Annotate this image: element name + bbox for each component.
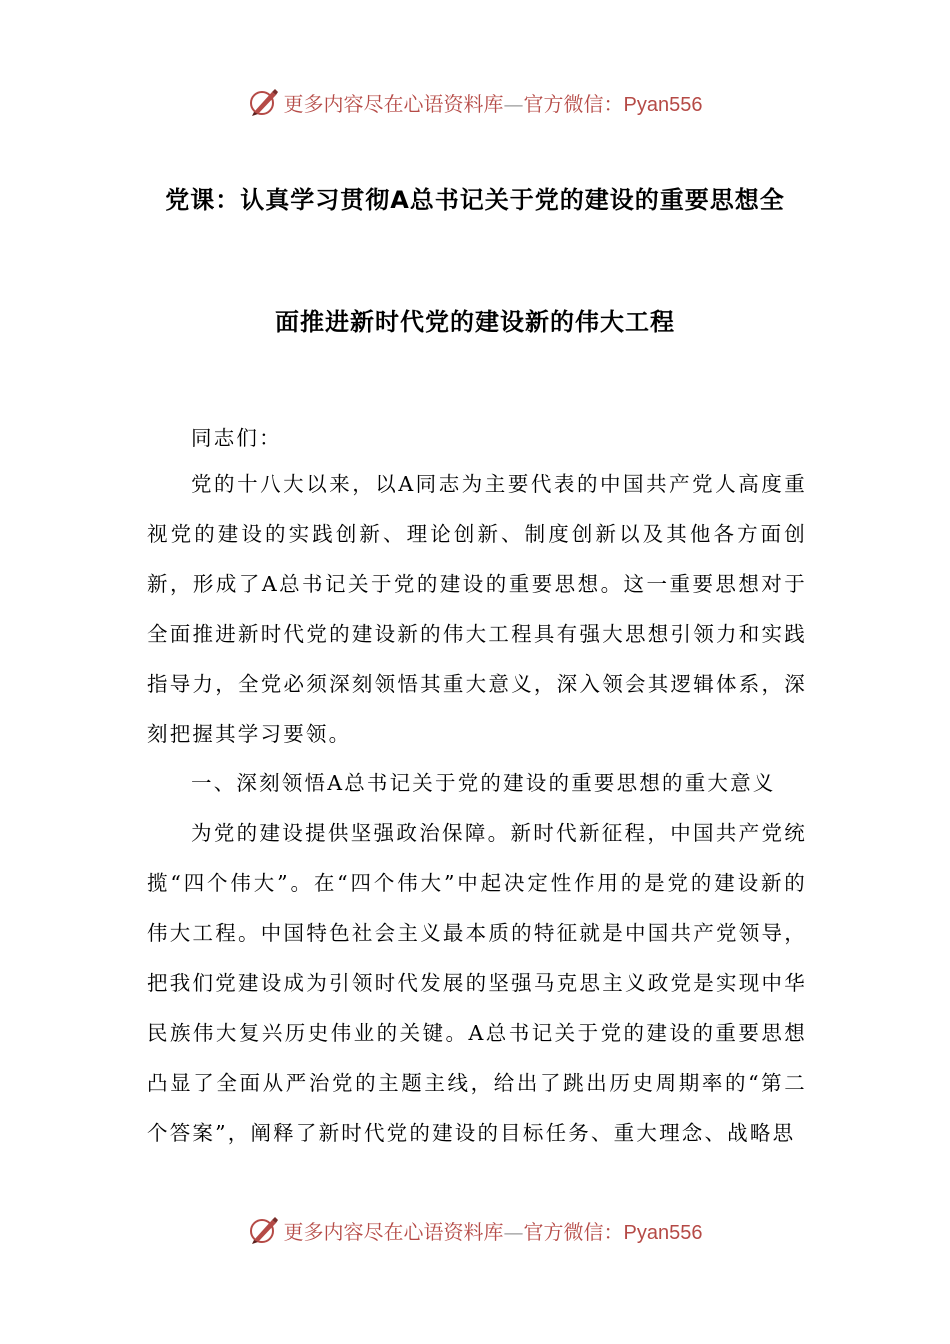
watermark-text: [284, 1216, 703, 1245]
watermark-brand: 更多内容尽在心语资料库: [283, 91, 504, 116]
pen-logo-icon: [248, 86, 280, 118]
watermark-banner-bottom: [0, 1210, 950, 1250]
watermark-dash: —: [503, 91, 524, 116]
watermark-official: 官方微信：: [523, 91, 624, 116]
watermark-brand: 更多内容尽在心语资料库: [283, 1219, 504, 1244]
section-1-heading: 一、深刻领悟A总书记关于党的建设的重要思想的重大意义: [191, 771, 776, 795]
watermark-dash: —: [503, 1219, 524, 1244]
paragraph-1: 党的十八大以来，以A同志为主要代表的中国共产党人高度重视党的建设的实践创新、理论创新、制度创新以及其他各方面创新，形成了A总书记关于党的建设的重要思想。这一重要思想对于全面推进新时代党的建设新的伟大工程具有强大思想引领力和实践指导力，全党必须深刻领悟其重大意义，深入领会其逻辑体系，深刻把握其学习要领。: [147, 472, 807, 746]
greeting: 同志们：: [191, 426, 282, 450]
watermark-banner-top: [0, 82, 950, 122]
pen-logo-icon: [248, 1214, 280, 1246]
document-title-line-1: 党课：认真学习贯彻A总书记关于党的建设的重要思想全: [165, 186, 785, 214]
paragraph-2: 为党的建设提供坚强政治保障。新时代新征程，中国共产党统揽“四个伟大”。在“四个伟大”中起决定性作用的是党的建设新的伟大工程。中国特色社会主义最本质的特征就是中国共产党领导，把我们党建设成为引领时代发展的坚强马克思主义政党是实现中华民族伟大复兴历史伟业的关键。A总书记关于党的建设的重要思想凸显了全面从严治党的主题主线，给出了跳出历史周期率的“第二个答案”，阐释了新时代党的建设的目标任务、重大理念、战略思: [147, 821, 807, 1145]
watermark-wechat-id: Pyan556: [623, 1221, 703, 1244]
watermark-wechat-id: Pyan556: [623, 93, 703, 116]
watermark-official: 官方微信：: [523, 1219, 624, 1244]
watermark-text: [284, 88, 703, 117]
document-title-line-2: 面推进新时代党的建设新的伟大工程: [275, 308, 675, 336]
